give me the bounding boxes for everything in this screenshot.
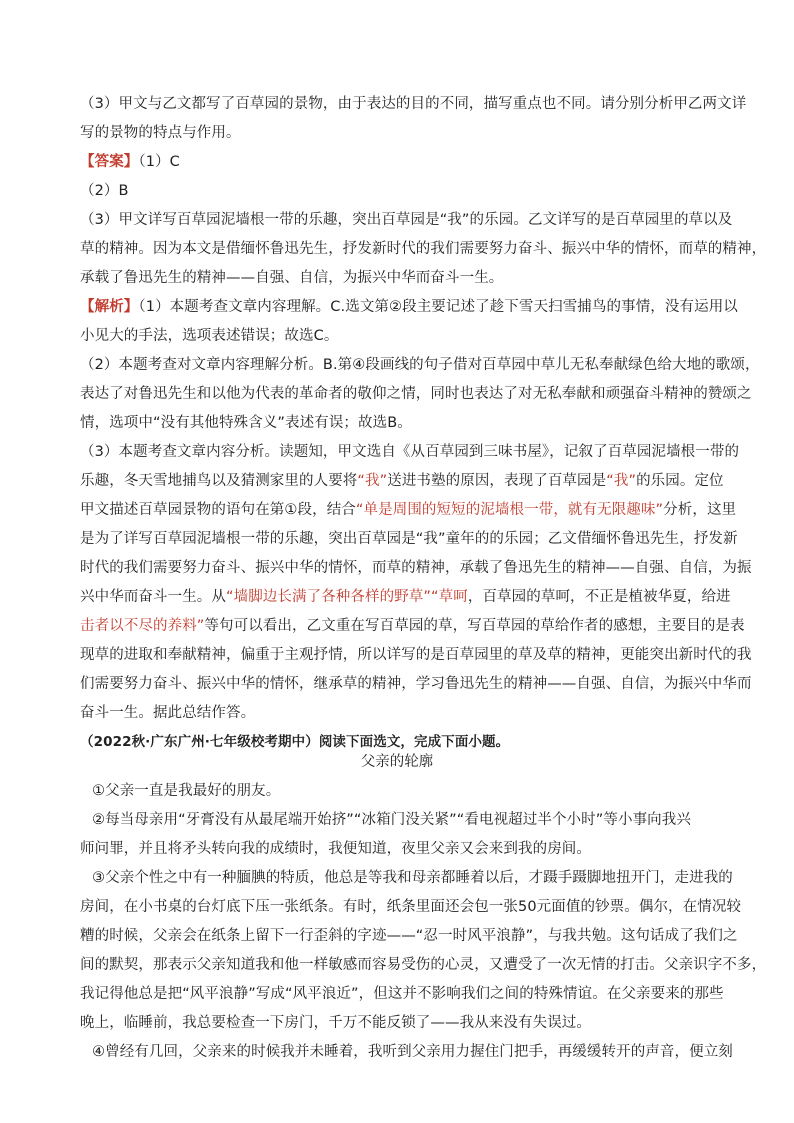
analysis-label: 【解析】 xyxy=(80,299,139,315)
analysis-line-6: （3）本题考查文章内容分析。读题知，甲文选自《从百草园到三味书屋》，记叙了百草园泥墙根一带的 xyxy=(80,444,740,460)
text-segment: 分析，这里 xyxy=(663,502,737,518)
story-p2-line-1: ②每当母亲用“牙膏没有从最尾端开始挤”“冰箱门没关紧”“看电视超过半个小时”等小事向我兴 xyxy=(92,812,691,828)
analysis-line-15: 奋斗一生。据此总结作答。 xyxy=(80,705,256,721)
text-segment: ，百草园的草呵，不正是植被华夏，给进 xyxy=(467,589,731,605)
story-p3-line-2: 房间，在小书桌的台灯底下压一张纸条。有时，纸条里面还会包一张50元面值的钞票。偶尔，在情况较 xyxy=(80,899,742,915)
highlight-quote: “墙脚边长满了各种各样的野草”“草呵 xyxy=(226,589,468,605)
story-p3-line-1: ③父亲个性之中有一种腼腆的特质，他总是等我和母亲都睡着以后，才蹑手蹑脚地扭开门，走进我的 xyxy=(92,870,733,886)
story-p3-line-4: 间的默契，那表示父亲知道我和他一样敏感而容易受伤的心灵，又遭受了一次无情的打击。父亲识字不多， xyxy=(80,957,767,973)
analysis-line-1: （1）本题考查文章内容理解。C.选文第②段主要记述了趁下雪天扫雪捕鸟的事情，没有运用以 xyxy=(138,299,738,315)
analysis-line-5: 情，选项中“没有其他特殊含义”表述有误；故选B。 xyxy=(80,415,412,431)
answer-row xyxy=(80,148,720,177)
story-p2-line-2: 师问罪，并且将矛头转向我的成绩时，我便知道，夜里父亲又会来到我的房间。 xyxy=(80,841,591,857)
highlight-quote: “我” xyxy=(357,473,388,489)
answer-label: 【答案】 xyxy=(80,154,139,170)
analysis-line-9: 是为了详写百草园泥墙根一带的乐趣，突出百草园是“我”童年的的乐园；乙文借缅怀鲁迅先生，抒发新 xyxy=(80,531,738,547)
analysis-line-10: 时代的我们需要努力奋斗、振兴中华的情怀，而草的精神，承载了鲁迅先生的精神——自强、自信，为振 xyxy=(80,560,752,576)
story-paragraph-1: ①父亲一直是我最好的朋友。 xyxy=(92,783,281,799)
story-p4-line-1: ④曾经有几回，父亲来的时候我并未睡着，我听到父亲用力握住门把手，再缓缓转开的声音，便立刻 xyxy=(92,1044,733,1060)
analysis-line-11 xyxy=(80,583,731,612)
story-p3-line-6: 晚上，临睡前，我总要检查一下房门，千万不能反锁了——我从来没有失误过。 xyxy=(80,1015,591,1031)
analysis-line-7 xyxy=(80,467,724,496)
analysis-line-14: 们需要努力奋斗、振兴中华的情怀，继承草的精神，学习鲁迅先生的精神——自强、自信，为振兴中华而 xyxy=(80,676,752,692)
story-p3-line-5: 我记得他总是把“风平浪静”写成“风平浪近”，但这并不影响我们之间的特殊情谊。在父亲要来的那些 xyxy=(80,986,724,1002)
answer-3-line-1: （3）甲文详写百草园泥墙根一带的乐趣，突出百草园是“我”的乐园。乙文详写的是百草园里的草以及 xyxy=(80,212,733,228)
text-segment: 兴中华而奋斗一生。从 xyxy=(80,589,226,605)
section-header: （2022秋·广东广州·七年级校考期中）阅读下面选文，完成下面小题。 xyxy=(80,734,510,750)
highlight-quote: “我” xyxy=(606,473,637,489)
analysis-line-12 xyxy=(80,612,745,641)
text-segment: 甲文描述百草园景物的语句在第①段，结合 xyxy=(80,502,356,518)
question-3-line-2: 写的景物的特点与作用。 xyxy=(80,125,241,141)
analysis-line-2: 小见大的手法，选项表述错误；故选C。 xyxy=(80,328,339,344)
question-3-line-1: （3）甲文与乙文都写了百草园的景物，由于表达的目的不同，描写重点也不同。请分别分析甲乙两文详 xyxy=(80,96,747,112)
text-segment: 送进书塾的原因，表现了百草园是 xyxy=(387,473,607,489)
answer-2: （2）B xyxy=(80,183,129,199)
answer-3-line-3: 承载了鲁迅先生的精神——自强、自信，为振兴中华而奋斗一生。 xyxy=(80,270,504,286)
analysis-row xyxy=(80,293,738,322)
highlight-quote: “单是周围的短短的泥墙根一带，就有无限趣味” xyxy=(355,502,664,518)
story-p3-line-3: 糟的时候，父亲会在纸条上留下一行歪斜的字迹——“忍一时风平浪静”，与我共勉。这句话成了我们之 xyxy=(80,928,738,944)
analysis-line-8 xyxy=(80,496,737,525)
text-segment: 乐趣，冬天雪地捕鸟以及猜测家里的人要将 xyxy=(80,473,358,489)
analysis-line-3: （2）本题考查对文章内容理解分析。B.第④段画线的句子借对百草园中草儿无私奉献绿色给大地的歌颂， xyxy=(80,357,760,373)
story-title: 父亲的轮廓 xyxy=(360,754,434,770)
text-segment: 的乐园。定位 xyxy=(636,473,724,489)
answer-1: （1）C xyxy=(138,154,180,170)
analysis-line-4: 表达了对鲁迅先生和以他为代表的革命者的敬仰之情，同时也表达了对无私奉献和顽强奋斗精神的赞颂之 xyxy=(80,386,752,402)
text-segment: 等句可以看出，乙文重在写百草园的草，写百草园的草给作者的感想，主要目的是表 xyxy=(204,618,745,634)
answer-3-line-2: 草的精神。因为本文是借缅怀鲁迅先生，抒发新时代的我们需要努力奋斗、振兴中华的情怀，而草的精神， xyxy=(80,241,767,257)
highlight-quote: 击者以不尽的养料” xyxy=(80,618,205,634)
analysis-line-13: 现草的进取和奉献精神，偏重于主观抒情，所以详写的是百草园里的草及草的精神，更能突出新时代的我 xyxy=(80,647,752,663)
